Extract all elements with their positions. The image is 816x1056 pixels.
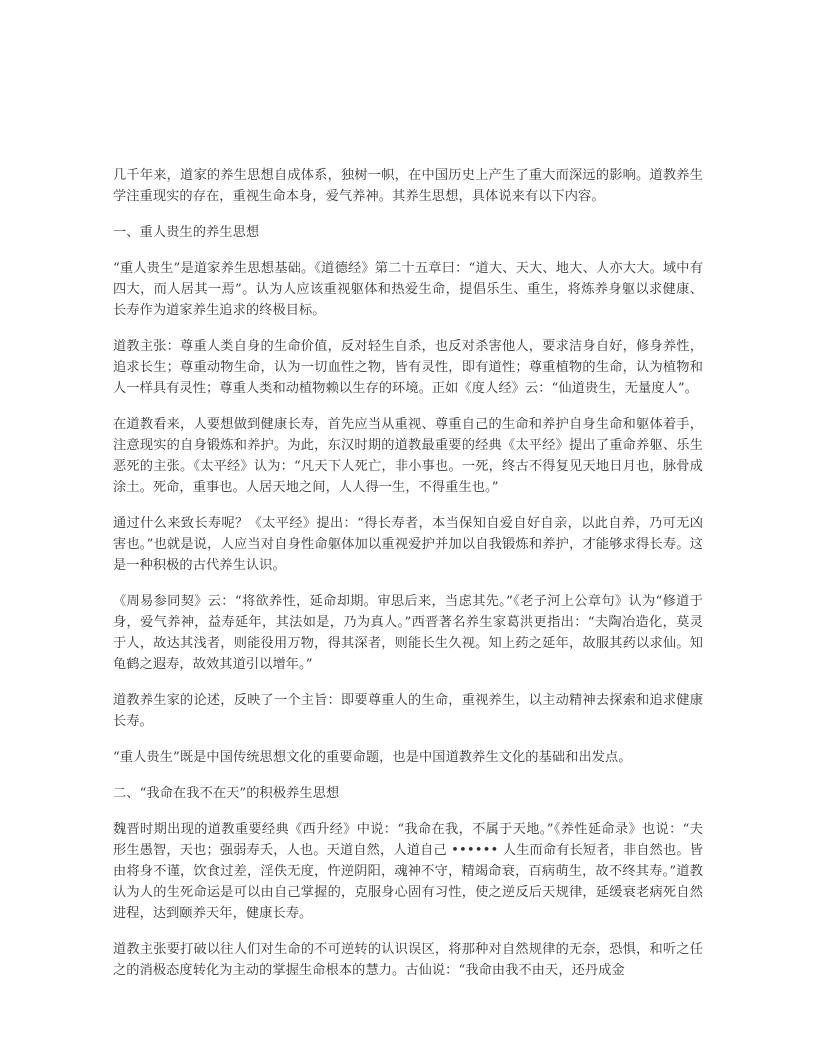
paragraph-zhongren-guisheng-basis: “重人贵生”是道家养生思想基础。《道德经》第二十五章曰：“道大、天大、地大、人亦大大。域中有四大，而人居其一焉”。认为人应该重视躯体和热爱生命，提倡乐生、重生，将炼养身躯以求健康、长寿作为道家养生追求的终极目标。 [113,261,703,318]
paragraph-daojiao-zhuzhang: 道教主张：尊重人类自身的生命价值，反对轻生自杀，也反对杀害他人，要求洁身自好，修身养性，追求长生；尊重动物生命，认为一切血性之物，皆有灵性，即有道性；尊重植物的生命，认为植物和人一样具有灵性；尊重人类和动植物赖以生存的环境。正如《度人经》云：“仙道贵生，无量度人”。 [113,339,703,396]
paragraph-xishengjing: 魏晋时期出现的道教重要经典《西升经》中说：“我命在我，不属于天地。”《养性延命录》也说：“夫形生愚智，天也；强弱寿夭，人也。天道自然，人道自己 •••••• 人生而命有长短者，非自然也。皆由将身不谨，饮食过差，淫佚无度，忤逆阴阳，魂神不守，精竭命衰，百病萌生，故不终其寿。”道教认为人的生死命运是可以由自己掌握的，克服身心固有习性，使之逆反后天规律，延缓衰老病死自然进程，达到颐养天年，健康长寿。 [113,822,703,921]
section-heading-two: 二、“我命在我不在天”的积极养生思想 [113,786,340,801]
paragraph-taipingjing-zhongming: 在道教看来，人要想做到健康长寿，首先应当从重视、尊重自己的生命和养护自身生命和躯体着手，注意现实的自身锻炼和养护。为此，东汉时期的道教最重要的经典《太平经》提出了重命养躯、乐生恶死的主张。《太平经》认为：“凡天下人死亡，非小事也。一死，终古不得复见天地日月也，脉骨成涂土。死命，重事也。人居天地之间，人人得一生，不得重生也。” [113,417,703,495]
section-heading-one: 一、重人贵生的养生思想 [113,225,260,240]
paragraph-lunshu-zhuzhi: 道教养生家的论述，反映了一个主旨：即要尊重人的生命，重视养生，以主动精神去探索和追求健康长寿。 [113,693,703,729]
paragraph-zhongren-guisheng-conclusion: “重人贵生”既是中国传统思想文化的重要命题，也是中国道教养生文化的基础和出发点。 [113,750,632,765]
paragraph-zhouyi-cantongqi: 《周易参同契》云：“将欲养性，延命却期。审思后来，当虑其先。”《老子河上公章句》认为“修道于身，爱气养神，益寿延年，其法如是，乃为真人。”西晋著名养生家葛洪更指出：“夫陶冶造化，莫灵于人，故达其浅者，则能役用万物，得其深者，则能长生久视。知上药之延年，故服其药以求仙。知龟鹤之遐寿，故效其道引以增年。” [113,594,703,672]
paragraph-dapo-renshi-wuqu: 道教主张要打破以往人们对生命的不可逆转的认识误区，将那种对自然规律的无奈，恐惧，和听之任之的消极态度转化为主动的掌握生命根本的慧力。古仙说：“我命由我不由天，还丹成金 [113,942,703,978]
paragraph-zhichangshou: 通过什么来致长寿呢？《太平经》提出：“得长寿者，本当保知自爱自好自亲，以此自养，乃可无凶害也。”也就是说，人应当对自身性命躯体加以重视爱护并加以自我锻炼和养护，才能够求得长寿。这是一种积极的古代养生认识。 [113,516,703,573]
intro-paragraph: 几千年来，道家的养生思想自成体系，独树一帜，在中国历史上产生了重大而深远的影响。道教养生学注重现实的存在，重视生命本身，爱气养神。其养生思想，具体说来有以下内容。 [113,168,703,204]
document-body [113,165,703,981]
